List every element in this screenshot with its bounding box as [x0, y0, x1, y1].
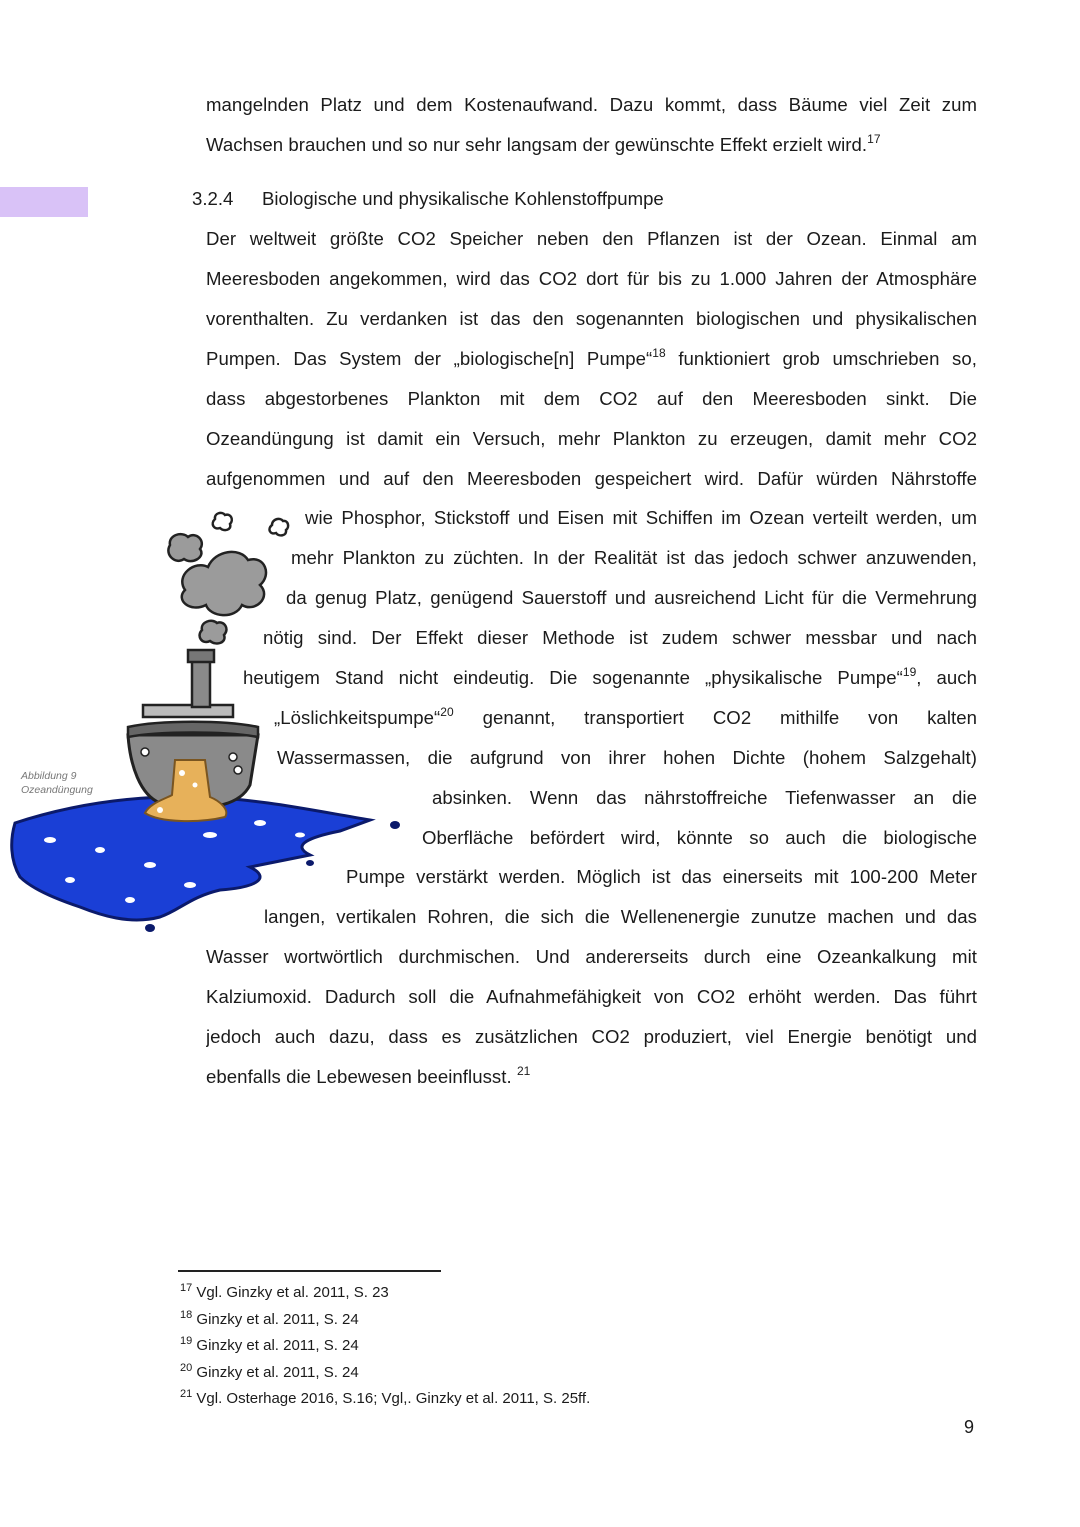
body-line-1: mangelnden Platz und dem Kostenaufwand. Dazu kommt, dass Bäume viel Zeit zum	[206, 94, 977, 115]
paragraph-line: Wassermassen, die aufgrund von ihrer hohen Dichte (hohem Salzgehalt)	[277, 747, 977, 768]
page-number: 9	[964, 1417, 975, 1437]
paragraph-line: Pumpen. Das System der „biologische[n] Pumpe“$^{18}$ funktioniert grob umschrieben so,	[206, 347, 977, 369]
paragraph-line: Kalziumoxid. Dadurch soll die Aufnahmefähigkeit von CO2 erhöht werden. Das führt	[206, 986, 977, 1007]
footnote-ref: 21	[516, 1064, 531, 1078]
footnote-item: $^{19}$ Ginzky et al. 2011, S. 24	[180, 1335, 359, 1354]
paragraph-line: Wasser wortwörtlich durchmischen. Und andererseits durch eine Ozeankalkung mit	[206, 946, 977, 967]
section-title: Biologische und physikalische Kohlenstoffpumpe	[262, 188, 664, 209]
footnote-separator	[178, 1270, 441, 1272]
paragraph-line: heutigem Stand nicht eindeutig. Die sogenannte „physikalische Pumpe“$^{19}$, auch	[243, 666, 977, 688]
highlight-marker	[0, 187, 88, 217]
footnote-item: $^{21}$ Vgl. Osterhage 2016, S.16; Vgl,. Ginzky et al. 2011, S. 25ff.	[180, 1388, 591, 1407]
paragraph-line: Der weltweit größte CO2 Speicher neben den Pflanzen ist der Ozean. Einmal am	[206, 228, 977, 249]
caption-label: Abbildung 9	[21, 770, 77, 782]
paragraph-line: da genug Platz, genügend Sauerstoff und ausreichend Licht für die Vermehrung	[286, 587, 977, 608]
body-line-2: Wachsen brauchen und so nur sehr langsam der gewünschte Effekt erzielt wird.$^{17}$	[206, 132, 881, 155]
paragraph-line: nötig sind. Der Effekt dieser Methode ist zudem schwer messbar und nach	[263, 627, 977, 648]
paragraph-line: Oberfläche befördert wird, könnte so auch die biologische	[422, 827, 977, 848]
section-number: 3.2.4	[192, 188, 234, 209]
footnote-item: $^{20}$ Ginzky et al. 2011, S. 24	[180, 1361, 359, 1381]
paragraph-line: mehr Plankton zu züchten. In der Realität ist das jedoch schwer anzuwenden,	[291, 547, 977, 568]
paragraph-line: vorenthalten. Zu verdanken ist das den sogenannten biologischen und physikalischen	[206, 308, 977, 329]
paragraph-line: ebenfalls die Lebewesen beeinflusst. $^{21}$	[206, 1064, 531, 1087]
smoke-clouds-icon	[168, 513, 288, 644]
paragraph-line: „Löslichkeitspumpe“$^{20}$ genannt, transportiert CO2 mithilfe von kalten	[274, 706, 977, 728]
paragraph-line: Meeresboden angekommen, wird das CO2 dort für bis zu 1.000 Jahren der Atmosphäre	[206, 268, 977, 289]
footnote-item: $^{17}$ Vgl. Ginzky et al. 2011, S. 23	[180, 1282, 389, 1301]
paragraph-line: wie Phosphor, Stickstoff und Eisen mit Schiffen im Ozean verteilt werden, um	[305, 507, 977, 528]
paragraph-line: langen, vertikalen Rohren, die sich die Wellenenergie zunutze machen und das	[264, 906, 977, 927]
footnote-ref: 18	[652, 347, 666, 360]
ocean-fertilization-illustration	[10, 505, 410, 935]
paragraph-line: Ozeandüngung ist damit ein Versuch, mehr Plankton zu erzeugen, damit mehr CO2	[206, 428, 977, 449]
paragraph-line: dass abgestorbenes Plankton mit dem CO2 auf den Meeresboden sinkt. Die	[206, 388, 977, 409]
paragraph-line: aufgenommen und auf den Meeresboden gespeichert wird. Dafür würden Nährstoffe	[206, 468, 977, 489]
paragraph-line: absinken. Wenn das nährstoffreiche Tiefenwasser an die	[432, 787, 977, 808]
footnote-ref: 20	[440, 706, 454, 719]
paragraph-line: jedoch auch dazu, dass es zusätzlichen CO2 produziert, viel Energie benötigt und	[206, 1026, 977, 1047]
footnote-item: $^{18}$ Ginzky et al. 2011, S. 24	[180, 1308, 359, 1328]
footnote-ref-17: 17	[867, 132, 881, 146]
footnote-ref: 19	[902, 666, 917, 679]
caption-title: Ozeandüngung	[21, 784, 93, 796]
paragraph-line: Pumpe verstärkt werden. Möglich ist das einerseits mit 100-200 Meter	[346, 866, 977, 887]
